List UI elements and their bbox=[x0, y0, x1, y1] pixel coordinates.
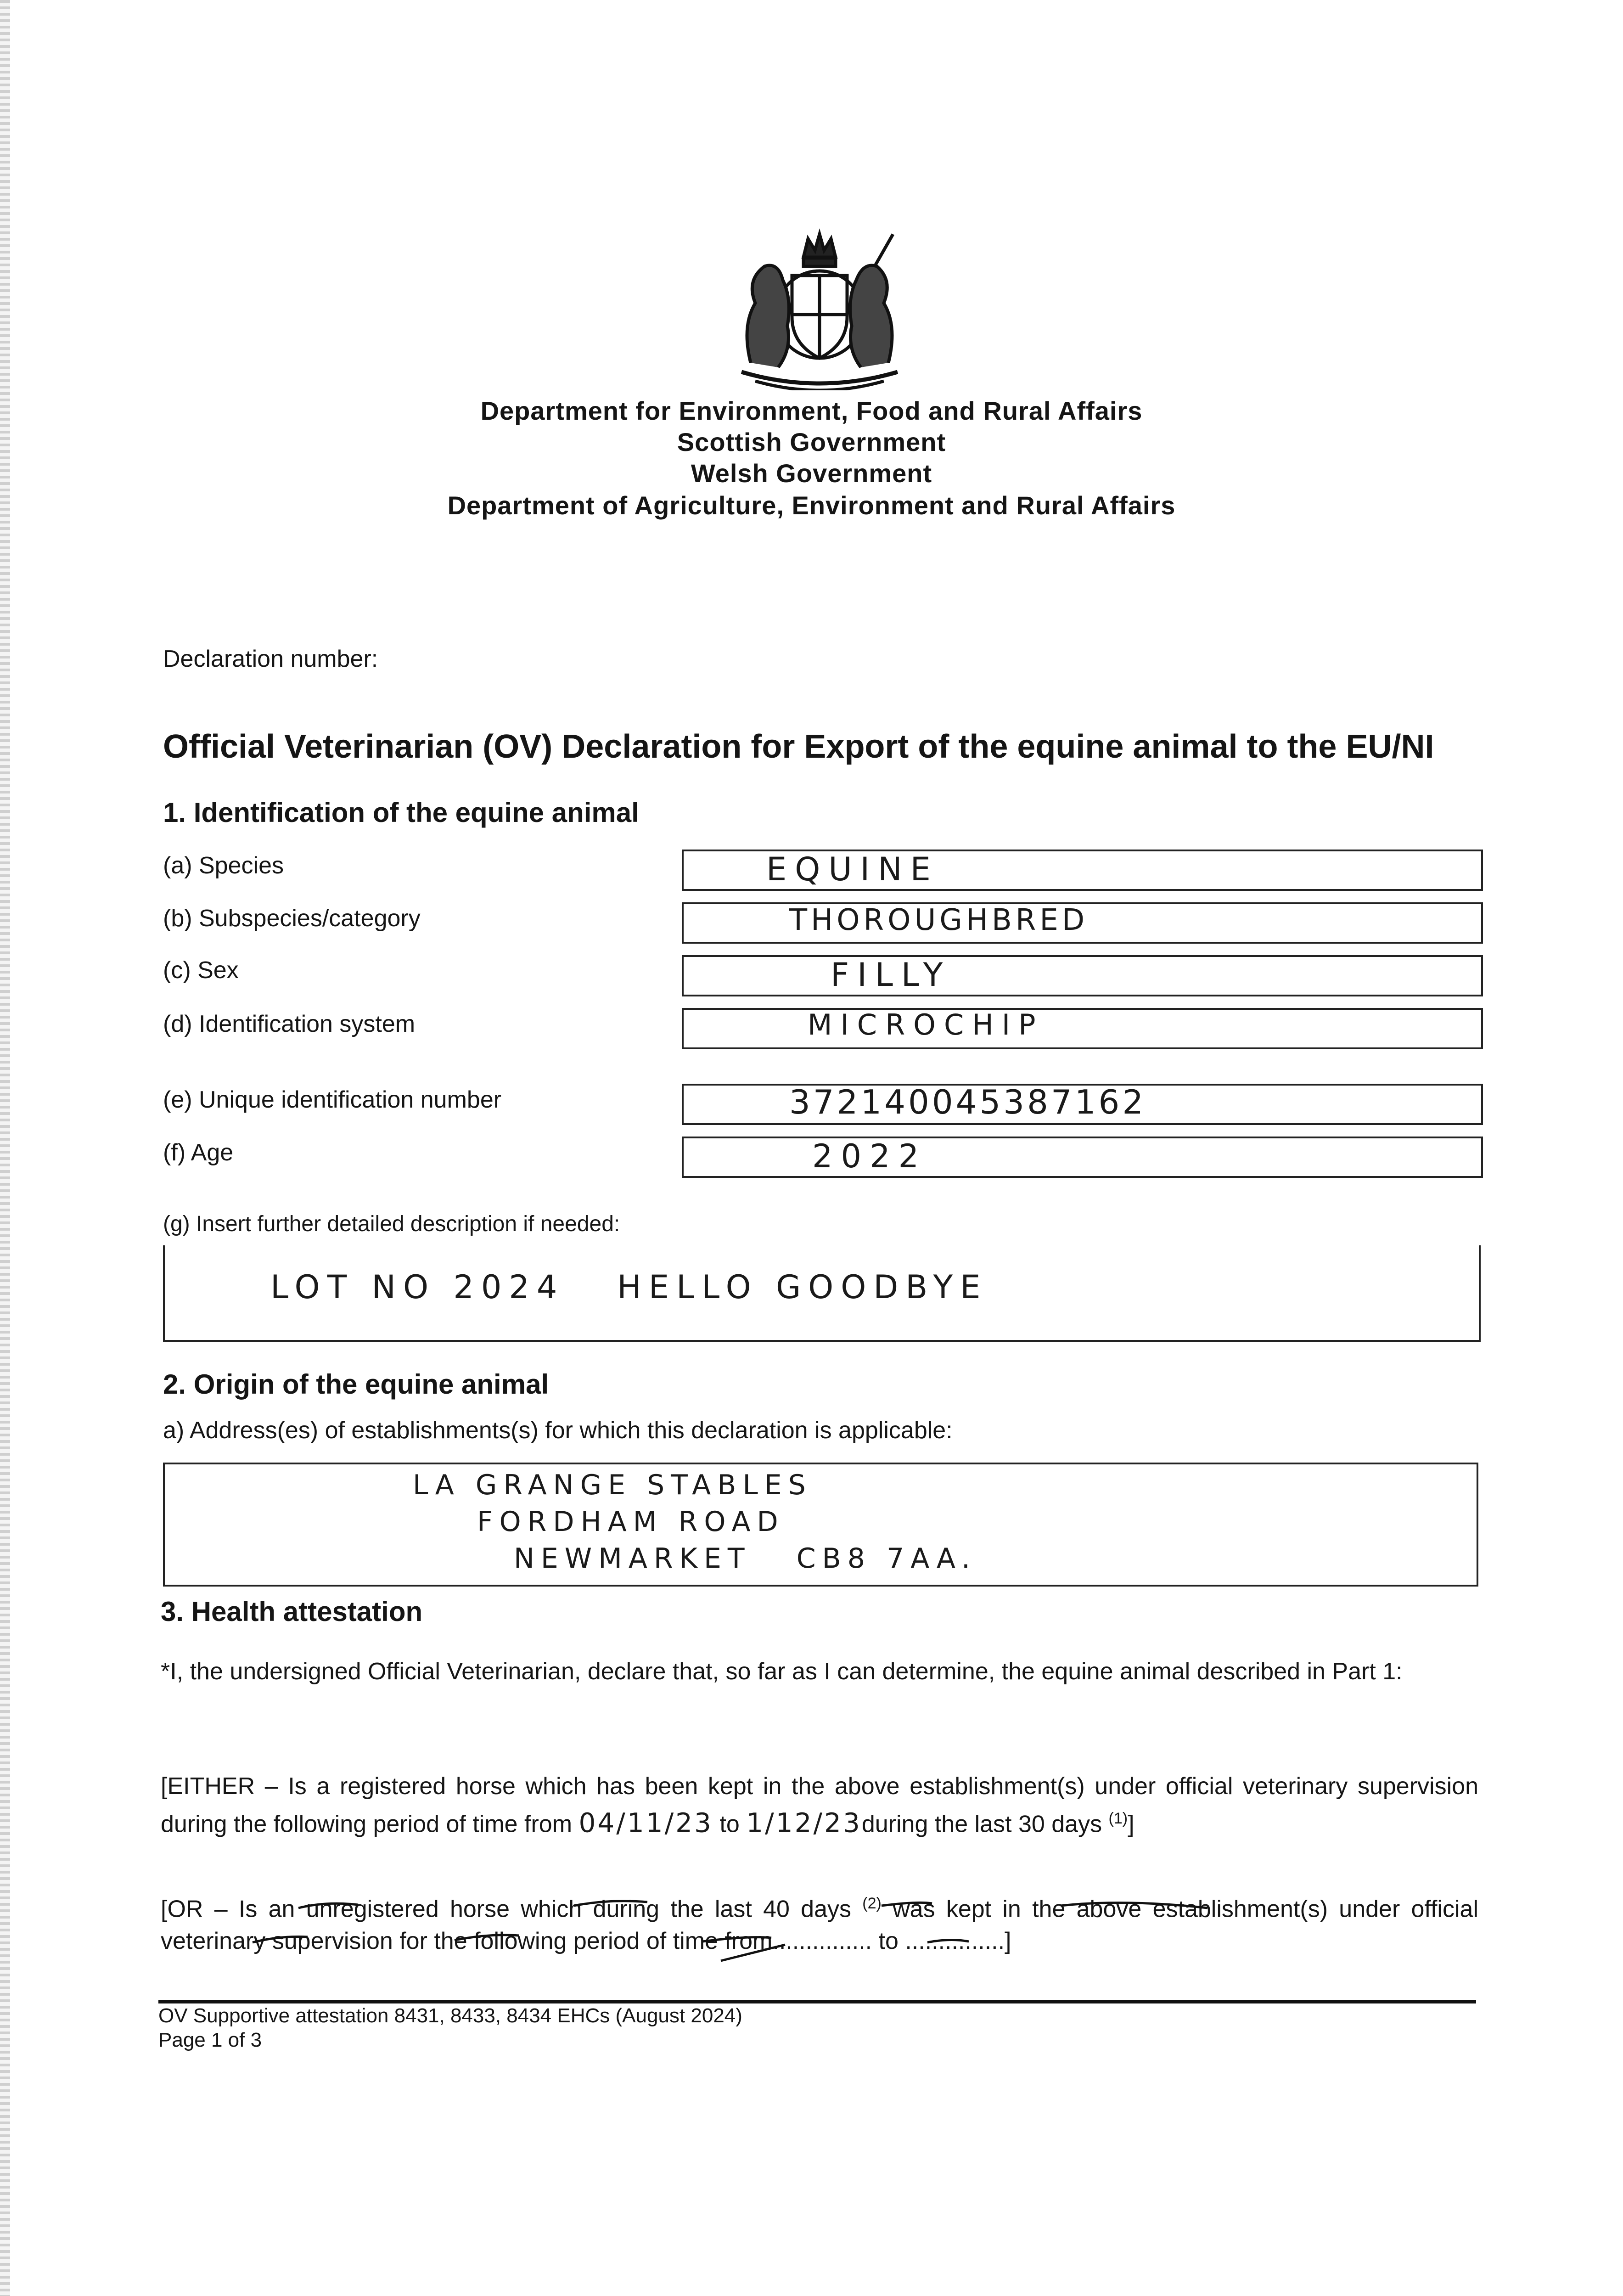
department-line-defra: Department for Environment, Food and Rural Affairs bbox=[480, 396, 1143, 425]
identification-system-field[interactable] bbox=[682, 1008, 1483, 1049]
species-value: EQUINE bbox=[766, 850, 939, 888]
either-footnote: (1) bbox=[1108, 1810, 1128, 1827]
species-field[interactable] bbox=[682, 850, 1483, 891]
establishment-address-label: a) Address(es) of establishments(s) for which this declaration is applicable: bbox=[163, 1417, 953, 1444]
further-description-label: (g) Insert further detailed description if needed: bbox=[163, 1212, 620, 1236]
department-line-daera: Department of Agriculture, Environment and Rural Affairs bbox=[447, 491, 1176, 520]
unique-id-value: 372140045387162 bbox=[789, 1083, 1146, 1121]
attestation-either bbox=[161, 1770, 1478, 1840]
species-label: (a) Species bbox=[163, 852, 284, 879]
subspecies-label: (b) Subspecies/category bbox=[163, 905, 421, 932]
scan-edge bbox=[0, 0, 10, 2296]
identification-system-label: (d) Identification system bbox=[163, 1011, 416, 1037]
section2-heading: 2. Origin of the equine animal bbox=[163, 1369, 549, 1400]
address-line-1: LA GRANGE STABLES bbox=[413, 1469, 812, 1501]
either-close: ] bbox=[1128, 1811, 1134, 1838]
royal-coat-of-arms-icon bbox=[723, 225, 916, 390]
footer-document-reference: OV Supportive attestation 8431, 8433, 8434 EHCs (August 2024) bbox=[158, 2004, 742, 2027]
or-text-2: was kept in the above establishment(s) under official veterinary supervision for the following period of time from............... to ...............] bbox=[161, 1896, 1479, 1955]
or-clause-strikeout bbox=[161, 1887, 1478, 1970]
subspecies-field[interactable] bbox=[682, 902, 1483, 944]
age-value: 2022 bbox=[812, 1137, 927, 1175]
either-text-after: during the last 30 days bbox=[861, 1811, 1102, 1838]
unique-id-field[interactable] bbox=[682, 1084, 1483, 1125]
or-text: [OR – Is an unregistered horse which during the last 40 days bbox=[161, 1896, 851, 1923]
either-to-date: 1/12/23 bbox=[746, 1807, 862, 1839]
page-title: Official Veterinarian (OV) Declaration for Export of the equine animal to the EU/NI bbox=[163, 728, 1434, 765]
department-line-welsh-government: Welsh Government bbox=[691, 459, 932, 488]
sex-value: FILLY bbox=[831, 956, 951, 994]
further-description-value: LOT NO 2024 HELLO GOODBYE bbox=[270, 1268, 988, 1306]
declaration-number-label: Declaration number: bbox=[163, 646, 378, 672]
identification-system-value: MICROCHIP bbox=[808, 1008, 1044, 1041]
address-line-3: NEWMARKET CB8 7AA. bbox=[514, 1542, 977, 1575]
footer-page-number: Page 1 of 3 bbox=[158, 2029, 262, 2051]
sex-label: (c) Sex bbox=[163, 957, 239, 984]
department-line-scottish-government: Scottish Government bbox=[677, 428, 946, 456]
age-label: (f) Age bbox=[163, 1139, 234, 1166]
section1-heading: 1. Identification of the equine animal bbox=[163, 797, 639, 828]
footer-rule bbox=[158, 2000, 1476, 2003]
establishment-address-field[interactable] bbox=[163, 1463, 1478, 1587]
either-to-word: to bbox=[719, 1811, 740, 1838]
either-text: [EITHER – Is a registered horse which has been kept in the above establishment(s) under official veterinary supervision during the following period of time from bbox=[161, 1773, 1478, 1838]
further-description-field[interactable] bbox=[163, 1245, 1481, 1342]
section3-heading: 3. Health attestation bbox=[161, 1596, 423, 1627]
sex-field[interactable] bbox=[682, 955, 1483, 996]
age-field[interactable] bbox=[682, 1137, 1483, 1178]
unique-id-label: (e) Unique identification number bbox=[163, 1086, 502, 1113]
address-line-2: FORDHAM ROAD bbox=[477, 1506, 785, 1538]
either-from-date: 04/11/23 bbox=[578, 1807, 713, 1839]
subspecies-value: THOROUGHBRED bbox=[789, 903, 1089, 937]
or-footnote: (2) bbox=[862, 1895, 882, 1912]
attestation-intro: *I, the undersigned Official Veterinarian, declare that, so far as I can determine, the equine animal described in Part 1: bbox=[161, 1658, 1403, 1685]
